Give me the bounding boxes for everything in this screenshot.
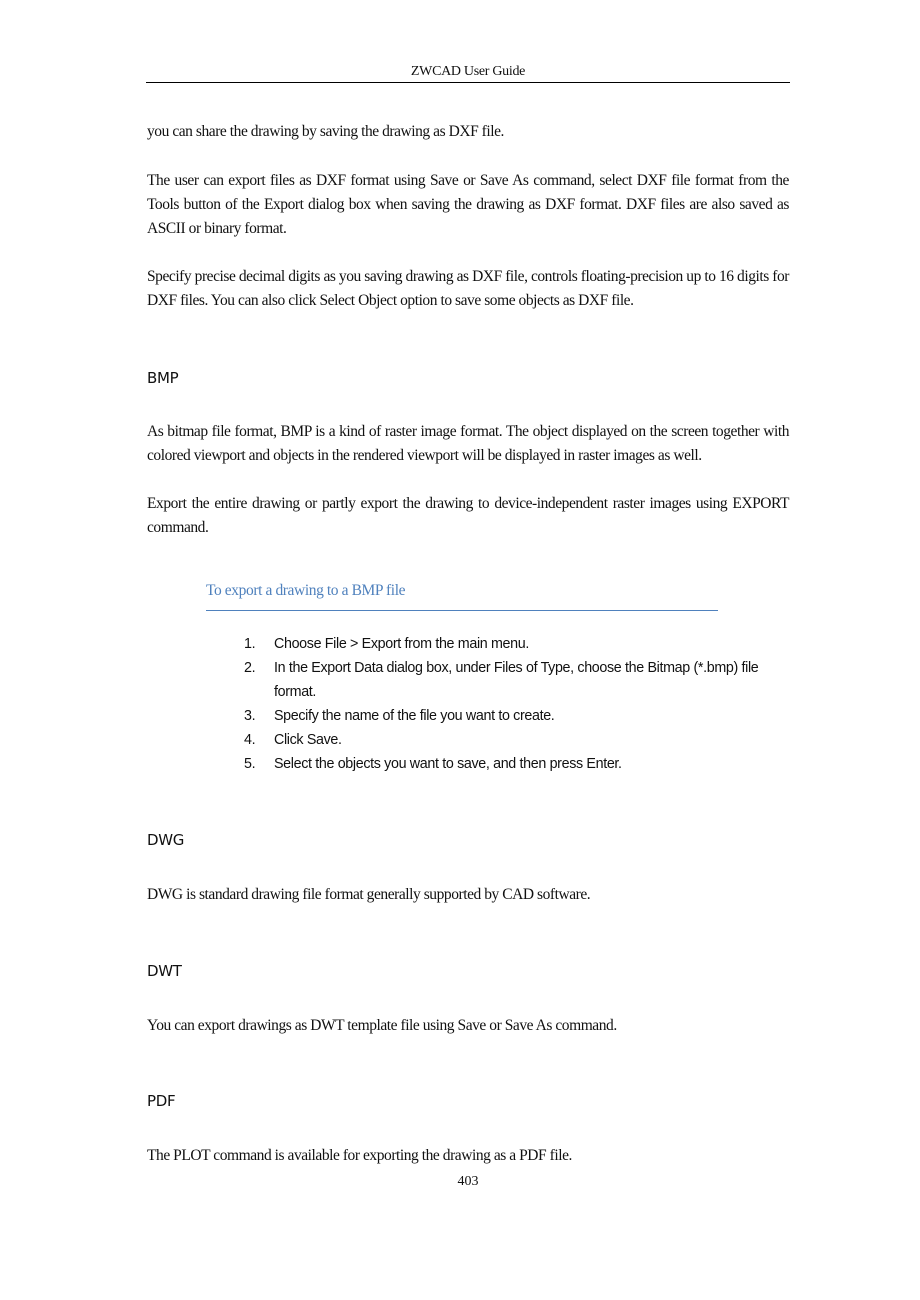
step-text: Choose File > Export from the main menu. xyxy=(274,636,529,652)
header-divider xyxy=(146,82,790,83)
step-number: 4. xyxy=(244,732,256,748)
procedure-step xyxy=(244,704,792,728)
step-number: 1. xyxy=(244,636,256,652)
bmp-paragraph-1: As bitmap file format, BMP is a kind of raster image format. The object displayed on the screen together with colored viewport and objects in the rendered viewport will be displayed in raster images as well. xyxy=(147,423,789,464)
intro-paragraph-3: Specify precise decimal digits as you saving drawing as DXF file, controls floating-precision up to 16 digits for DXF files. You can also click Select Object option to save some objects as DXF file. xyxy=(147,268,789,309)
step-number: 2. xyxy=(244,660,256,676)
procedure-step xyxy=(244,656,792,704)
step-text: In the Export Data dialog box, under Files of Type, choose the Bitmap (*.bmp) file format. xyxy=(274,660,759,700)
step-text: Specify the name of the file you want to create. xyxy=(274,708,555,724)
page-number: 403 xyxy=(457,1174,479,1189)
page-header: ZWCAD User Guide xyxy=(410,64,526,79)
section-heading-pdf: PDF xyxy=(147,1092,176,1110)
pdf-paragraph: The PLOT command is available for exporting the drawing as a PDF file. xyxy=(147,1147,572,1164)
step-number: 5. xyxy=(244,756,256,772)
step-number: 3. xyxy=(244,708,256,724)
dwt-paragraph: You can export drawings as DWT template file using Save or Save As command. xyxy=(147,1017,617,1034)
procedure-step xyxy=(244,752,792,776)
step-text: Click Save. xyxy=(274,732,342,748)
section-heading-bmp: BMP xyxy=(147,369,179,387)
dwg-paragraph: DWG is standard drawing file format generally supported by CAD software. xyxy=(147,886,591,903)
procedure-divider xyxy=(206,610,718,611)
step-text: Select the objects you want to save, and then press Enter. xyxy=(274,756,622,772)
procedure-step xyxy=(244,632,792,656)
section-heading-dwg: DWG xyxy=(147,831,185,849)
intro-paragraph-1: you can share the drawing by saving the drawing as DXF file. xyxy=(147,123,504,140)
procedure-steps xyxy=(244,632,792,776)
intro-paragraph-2: The user can export files as DXF format using Save or Save As command, select DXF file format from the Tools button of the Export dialog box when saving the drawing as DXF format. DXF files are also saved as ASCII or binary format. xyxy=(147,172,789,237)
bmp-paragraph-2: Export the entire drawing or partly export the drawing to device-independent raster images using EXPORT command. xyxy=(147,495,789,536)
section-heading-dwt: DWT xyxy=(147,962,182,980)
procedure-step xyxy=(244,728,792,752)
procedure-title: To export a drawing to a BMP file xyxy=(206,582,406,599)
